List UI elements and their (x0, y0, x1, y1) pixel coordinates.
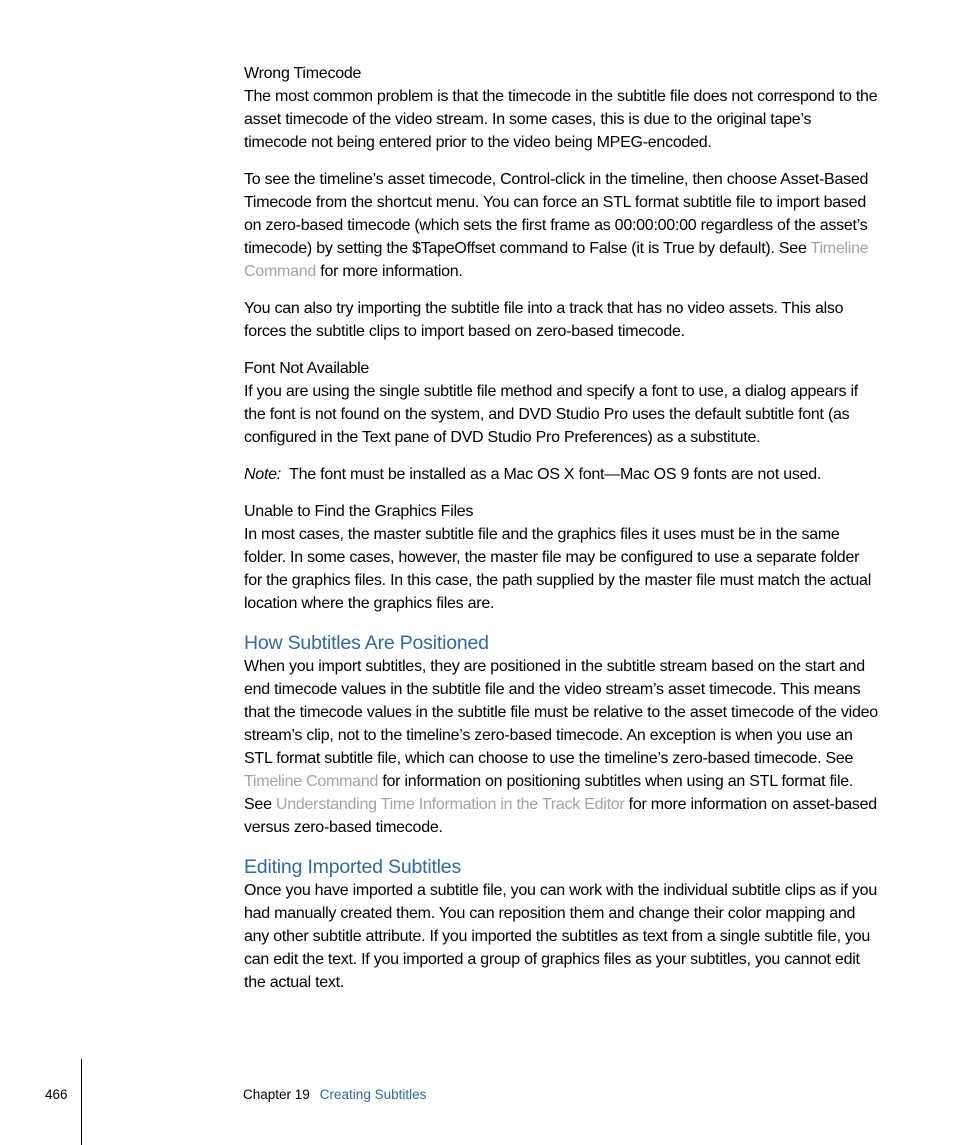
editing-imported-paragraph: Once you have imported a subtitle file, you can work with the individual subtitle clips as if you had manually created them. You can reposition them and change their color mapping and any other subtitle attribute. If you imported the subtitles as text from a single subtitle file, you can edit the text. If you imported a group of graphics files as your subtitles, you cannot edit the actual text. (244, 882, 877, 991)
chapter-title-link[interactable]: Creating Subtitles (319, 1087, 427, 1102)
unable-to-find-heading: Unable to Find the Graphics Files (244, 503, 474, 520)
paragraph-text: for information on positioning subtitles when using an STL format file. See (244, 773, 854, 813)
section-heading-editing-imported: Editing Imported Subtitles (244, 856, 462, 878)
wrong-timecode-paragraph-2 (244, 168, 878, 283)
note-label: Note: (244, 466, 281, 483)
wrong-timecode-heading: Wrong Timecode (244, 65, 362, 82)
note-paragraph (244, 463, 878, 486)
paragraph-text: To see the timeline’s asset timecode, Control-click in the timeline, then choose Asset-Based Timecode from the shortcut menu. You can force an STL format subtitle file to import based on zero-based timecode (which sets the first frame as 00:00:00:00 regardless of the asset’s timecode) by setting the $TapeOffset command to False (it is True by default). See (244, 171, 869, 257)
section-heading-how-positioned: How Subtitles Are Positioned (244, 632, 489, 654)
timeline-command-link[interactable]: Timeline Command (244, 240, 869, 280)
wrong-timecode-paragraph-3: You can also try importing the subtitle file into a track that has no video assets. This also forces the subtitle clips to import based on zero-based timecode. (244, 300, 844, 340)
track-editor-time-link[interactable]: Understanding Time Information in the Track Editor (275, 796, 625, 813)
paragraph-text: When you import subtitles, they are positioned in the subtitle stream based on the start and end timecode values in the subtitle file and the video stream’s asset timecode. This means that the timecode values in the subtitle file must be relative to the asset timecode of the video stream’s clip, not to the timeline’s zero-based timecode. An exception is when you use an STL format subtitle file, which can choose to use the timeline’s zero-based timecode. See (244, 658, 878, 767)
paragraph-text: for more information on asset-based versus zero-based timecode. (244, 796, 877, 836)
font-not-available-paragraph: If you are using the single subtitle file method and specify a font to use, a dialog appears if the font is not found on the system, and DVD Studio Pro uses the default subtitle font (as configured in the Text pane of DVD Studio Pro Preferences) as a substitute. (244, 383, 858, 446)
wrong-timecode-paragraph-1: The most common problem is that the timecode in the subtitle file does not correspond to the asset timecode of the video stream. In some cases, this is due to the original tape’s timecode not being entered prior to the video being MPEG-encoded. (244, 88, 878, 151)
note-text: The font must be installed as a Mac OS X font—Mac OS 9 fonts are not used. (281, 466, 822, 483)
how-positioned-paragraph (244, 655, 878, 839)
footer-chapter (243, 1086, 426, 1104)
font-not-available-heading: Font Not Available (244, 360, 370, 377)
chapter-label: Chapter 19 (243, 1087, 310, 1102)
timeline-command-link[interactable]: Timeline Command (244, 773, 379, 790)
unable-to-find-paragraph: In most cases, the master subtitle file and the graphics files it uses must be in the same folder. In some cases, however, the master file may be configured to use a separate folder for the graphics files. In this case, the path supplied by the master file must match the actual location where the graphics files are. (244, 526, 871, 612)
page-number: 466 (45, 1087, 68, 1102)
page-body (244, 62, 878, 994)
paragraph-text: for more information. (316, 263, 463, 280)
footer-divider (81, 1059, 82, 1145)
